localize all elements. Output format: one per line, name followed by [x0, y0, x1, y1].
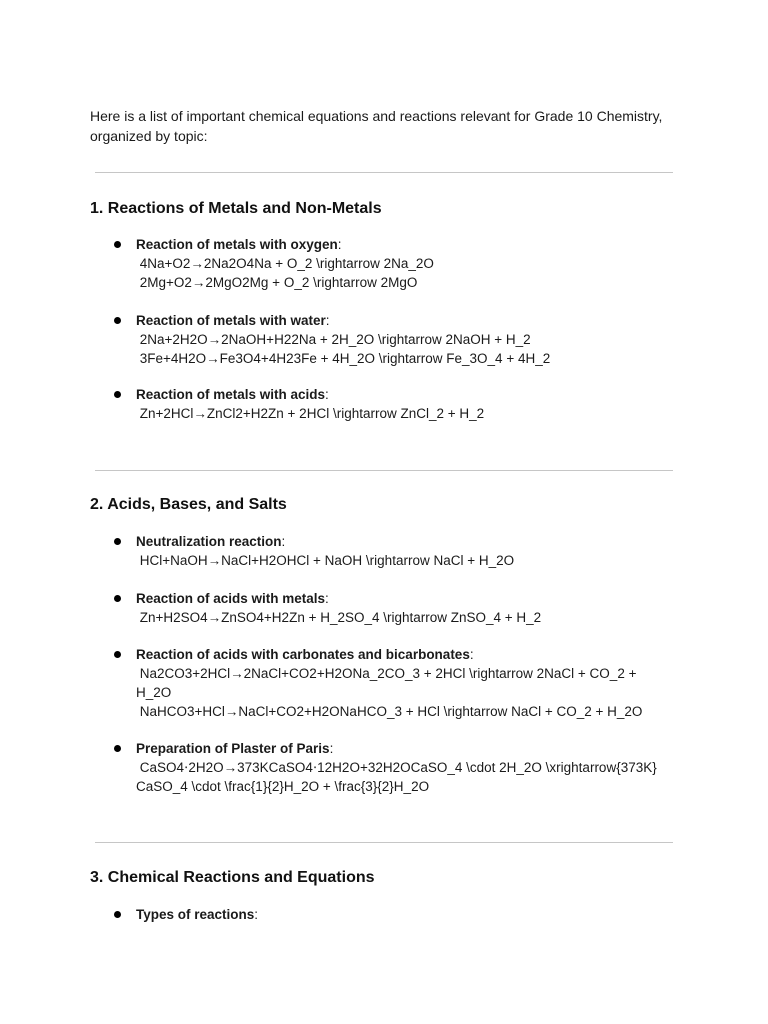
equation: H_2O: [136, 685, 172, 700]
intro-paragraph: Here is a list of important chemical equations and reactions relevant for Grade 10 Chemistry, organized by topic:: [90, 108, 663, 144]
bullet-icon: [114, 538, 121, 545]
bullet-icon: [114, 595, 121, 602]
equation: HCl+NaOH→NaCl+H2OHCl + NaOH \rightarrow NaCl + H_2O: [136, 553, 515, 568]
section-divider: [95, 470, 673, 471]
item-label: Reaction of acids with metals:: [136, 591, 329, 606]
item-label: Reaction of metals with oxygen:: [136, 237, 342, 252]
equation: 2Mg+O2→2MgO2Mg + O_2 \rightarrow 2MgO: [136, 275, 418, 290]
item-label: Neutralization reaction:: [136, 534, 286, 549]
item-label: Reaction of acids with carbonates and bicarbonates:: [136, 647, 474, 662]
equation: 3Fe+4H2O→Fe3O4+4H23Fe + 4H_2O \rightarrow Fe_3O_4 + 4H_2: [136, 351, 551, 366]
section-divider: [95, 842, 673, 843]
section-heading: 1. Reactions of Metals and Non-Metals: [90, 200, 382, 217]
equation: CaSO_4 \cdot \frac{1}{2}H_2O + \frac{3}{2}H_2O: [136, 779, 430, 794]
equation: NaHCO3+HCl→NaCl+CO2+H2ONaHCO_3 + HCl \rightarrow NaCl + CO_2 + H_2O: [136, 704, 643, 719]
item-label: Types of reactions:: [136, 907, 259, 922]
equation: CaSO4⋅2H2O→373KCaSO4⋅12H2O+32H2OCaSO_4 \cdot 2H_2O \xrightarrow{373K}: [136, 760, 657, 775]
equation: Zn+2HCl→ZnCl2+H2Zn + 2HCl \rightarrow ZnCl_2 + H_2: [136, 406, 485, 421]
bullet-icon: [114, 745, 121, 752]
equation: Zn+H2SO4→ZnSO4+H2Zn + H_2SO_4 \rightarrow ZnSO_4 + H_2: [136, 610, 542, 625]
equation: Na2CO3+2HCl→2NaCl+CO2+H2ONa_2CO_3 + 2HCl \rightarrow 2NaCl + CO_2 +: [136, 666, 637, 681]
bullet-icon: [114, 911, 121, 918]
bullet-icon: [114, 651, 121, 658]
item-label: Reaction of metals with acids:: [136, 387, 329, 402]
equation: 2Na+2H2O→2NaOH+H22Na + 2H_2O \rightarrow 2NaOH + H_2: [136, 332, 531, 347]
bullet-icon: [114, 317, 121, 324]
item-label: Preparation of Plaster of Paris:: [136, 741, 334, 756]
item-label: Reaction of metals with water:: [136, 313, 330, 328]
section-heading: 3. Chemical Reactions and Equations: [90, 869, 375, 886]
section-heading: 2. Acids, Bases, and Salts: [90, 496, 287, 513]
bullet-icon: [114, 391, 121, 398]
section-divider: [95, 172, 673, 173]
equation: 4Na+O2→2Na2O4Na + O_2 \rightarrow 2Na_2O: [136, 256, 434, 271]
bullet-icon: [114, 241, 121, 248]
